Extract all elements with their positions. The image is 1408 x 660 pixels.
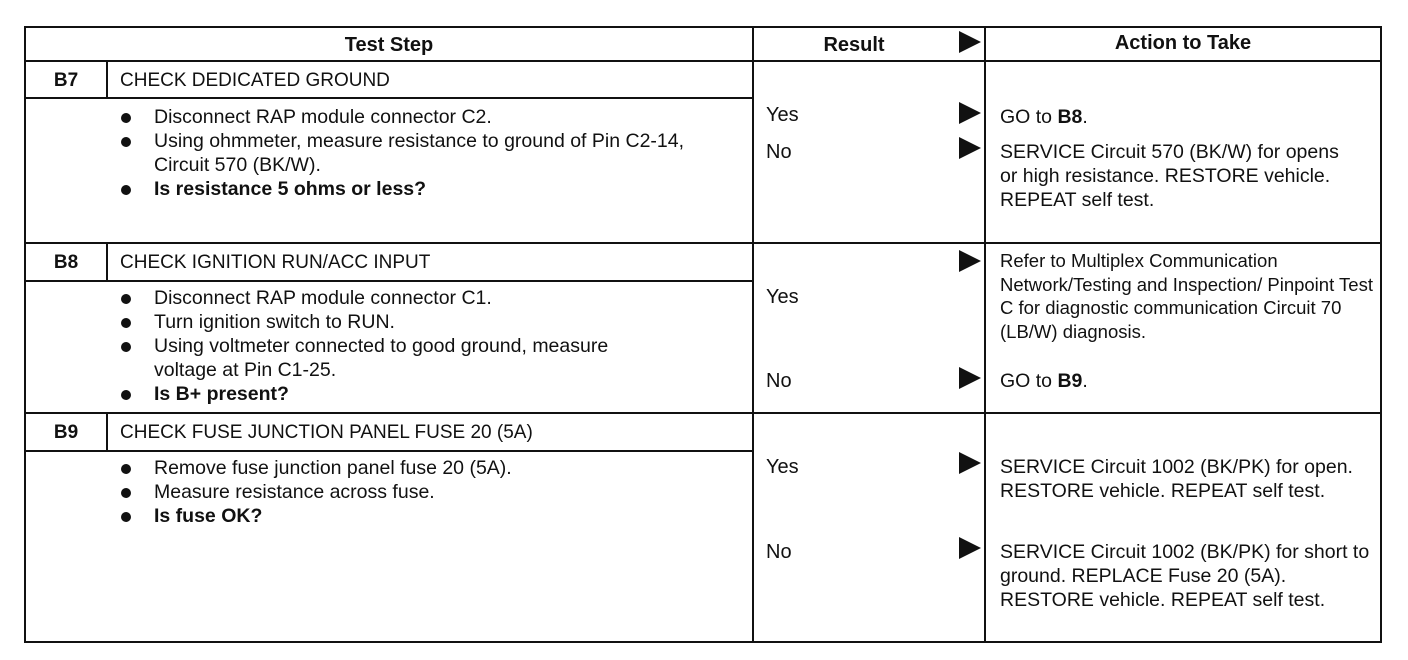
result-yes: Yes — [766, 456, 799, 478]
result-yes: Yes — [766, 104, 799, 126]
action-text: GO to B9. — [1000, 370, 1088, 392]
bullet-icon — [121, 113, 131, 123]
bullet-icon — [121, 464, 131, 474]
arrow-icon — [959, 367, 981, 389]
header-arrow-icon — [959, 31, 981, 53]
bullet-question: Is resistance 5 ohms or less? — [118, 177, 738, 201]
action-text: GO to B8. — [1000, 106, 1088, 128]
bullet-item: Disconnect RAP module connector C1. — [118, 286, 738, 310]
step-instructions — [118, 286, 738, 406]
bullet-question: Is B+ present? — [118, 382, 738, 406]
arrow-icon — [959, 452, 981, 474]
bullet-icon — [121, 512, 131, 522]
header-result: Result — [823, 34, 885, 56]
action-text: SERVICE Circuit 1002 (BK/PK) for short to ground. REPLACE Fuse 20 (5A). RESTORE vehicle. REPEAT self test. — [1000, 541, 1370, 611]
step-id: B8 — [53, 252, 79, 273]
bullet-item: Measure resistance across fuse. — [118, 480, 738, 504]
step-instructions — [118, 105, 738, 201]
bullet-icon — [121, 185, 131, 195]
step-id: B7 — [53, 70, 79, 91]
bullet-icon — [121, 318, 131, 328]
bullet-icon — [121, 488, 131, 498]
step-title: CHECK IGNITION RUN/ACC INPUT — [120, 252, 431, 273]
bullet-item: Turn ignition switch to RUN. — [118, 310, 738, 334]
arrow-icon — [959, 537, 981, 559]
step-title: CHECK DEDICATED GROUND — [120, 70, 390, 91]
arrow-icon — [959, 137, 981, 159]
action-text: Refer to Multiplex Communication Network/Testing and Inspection/ Pinpoint Test C for diagnostic communication Circuit 70 (LB/W) diagnosis. — [1000, 250, 1373, 342]
action-text: SERVICE Circuit 1002 (BK/PK) for open. RESTORE vehicle. REPEAT self test. — [1000, 456, 1353, 502]
header-test-step: Test Step — [344, 34, 434, 56]
arrow-icon — [959, 250, 981, 272]
step-title: CHECK FUSE JUNCTION PANEL FUSE 20 (5A) — [120, 422, 533, 443]
bullet-icon — [121, 137, 131, 147]
arrow-icon — [959, 102, 981, 124]
bullet-item: Using ohmmeter, measure resistance to ground of Pin C2-14, Circuit 570 (BK/W). — [118, 129, 714, 177]
bullet-item: Using voltmeter connected to good ground, measure voltage at Pin C1-25. — [118, 334, 674, 382]
bullet-icon — [121, 342, 131, 352]
step-id: B9 — [53, 422, 79, 443]
bullet-question: Is fuse OK? — [118, 504, 738, 528]
bullet-icon — [121, 390, 131, 400]
header-action: Action to Take — [1114, 32, 1252, 54]
action-text: SERVICE Circuit 570 (BK/W) for opens or high resistance. RESTORE vehicle. REPEAT self test. — [1000, 141, 1339, 211]
bullet-item: Remove fuse junction panel fuse 20 (5A). — [118, 456, 738, 480]
step-instructions — [118, 456, 738, 528]
bullet-item: Disconnect RAP module connector C2. — [118, 105, 738, 129]
result-no: No — [766, 370, 792, 392]
bullet-icon — [121, 294, 131, 304]
result-yes: Yes — [766, 286, 799, 308]
result-no: No — [766, 141, 792, 163]
result-no: No — [766, 541, 792, 563]
